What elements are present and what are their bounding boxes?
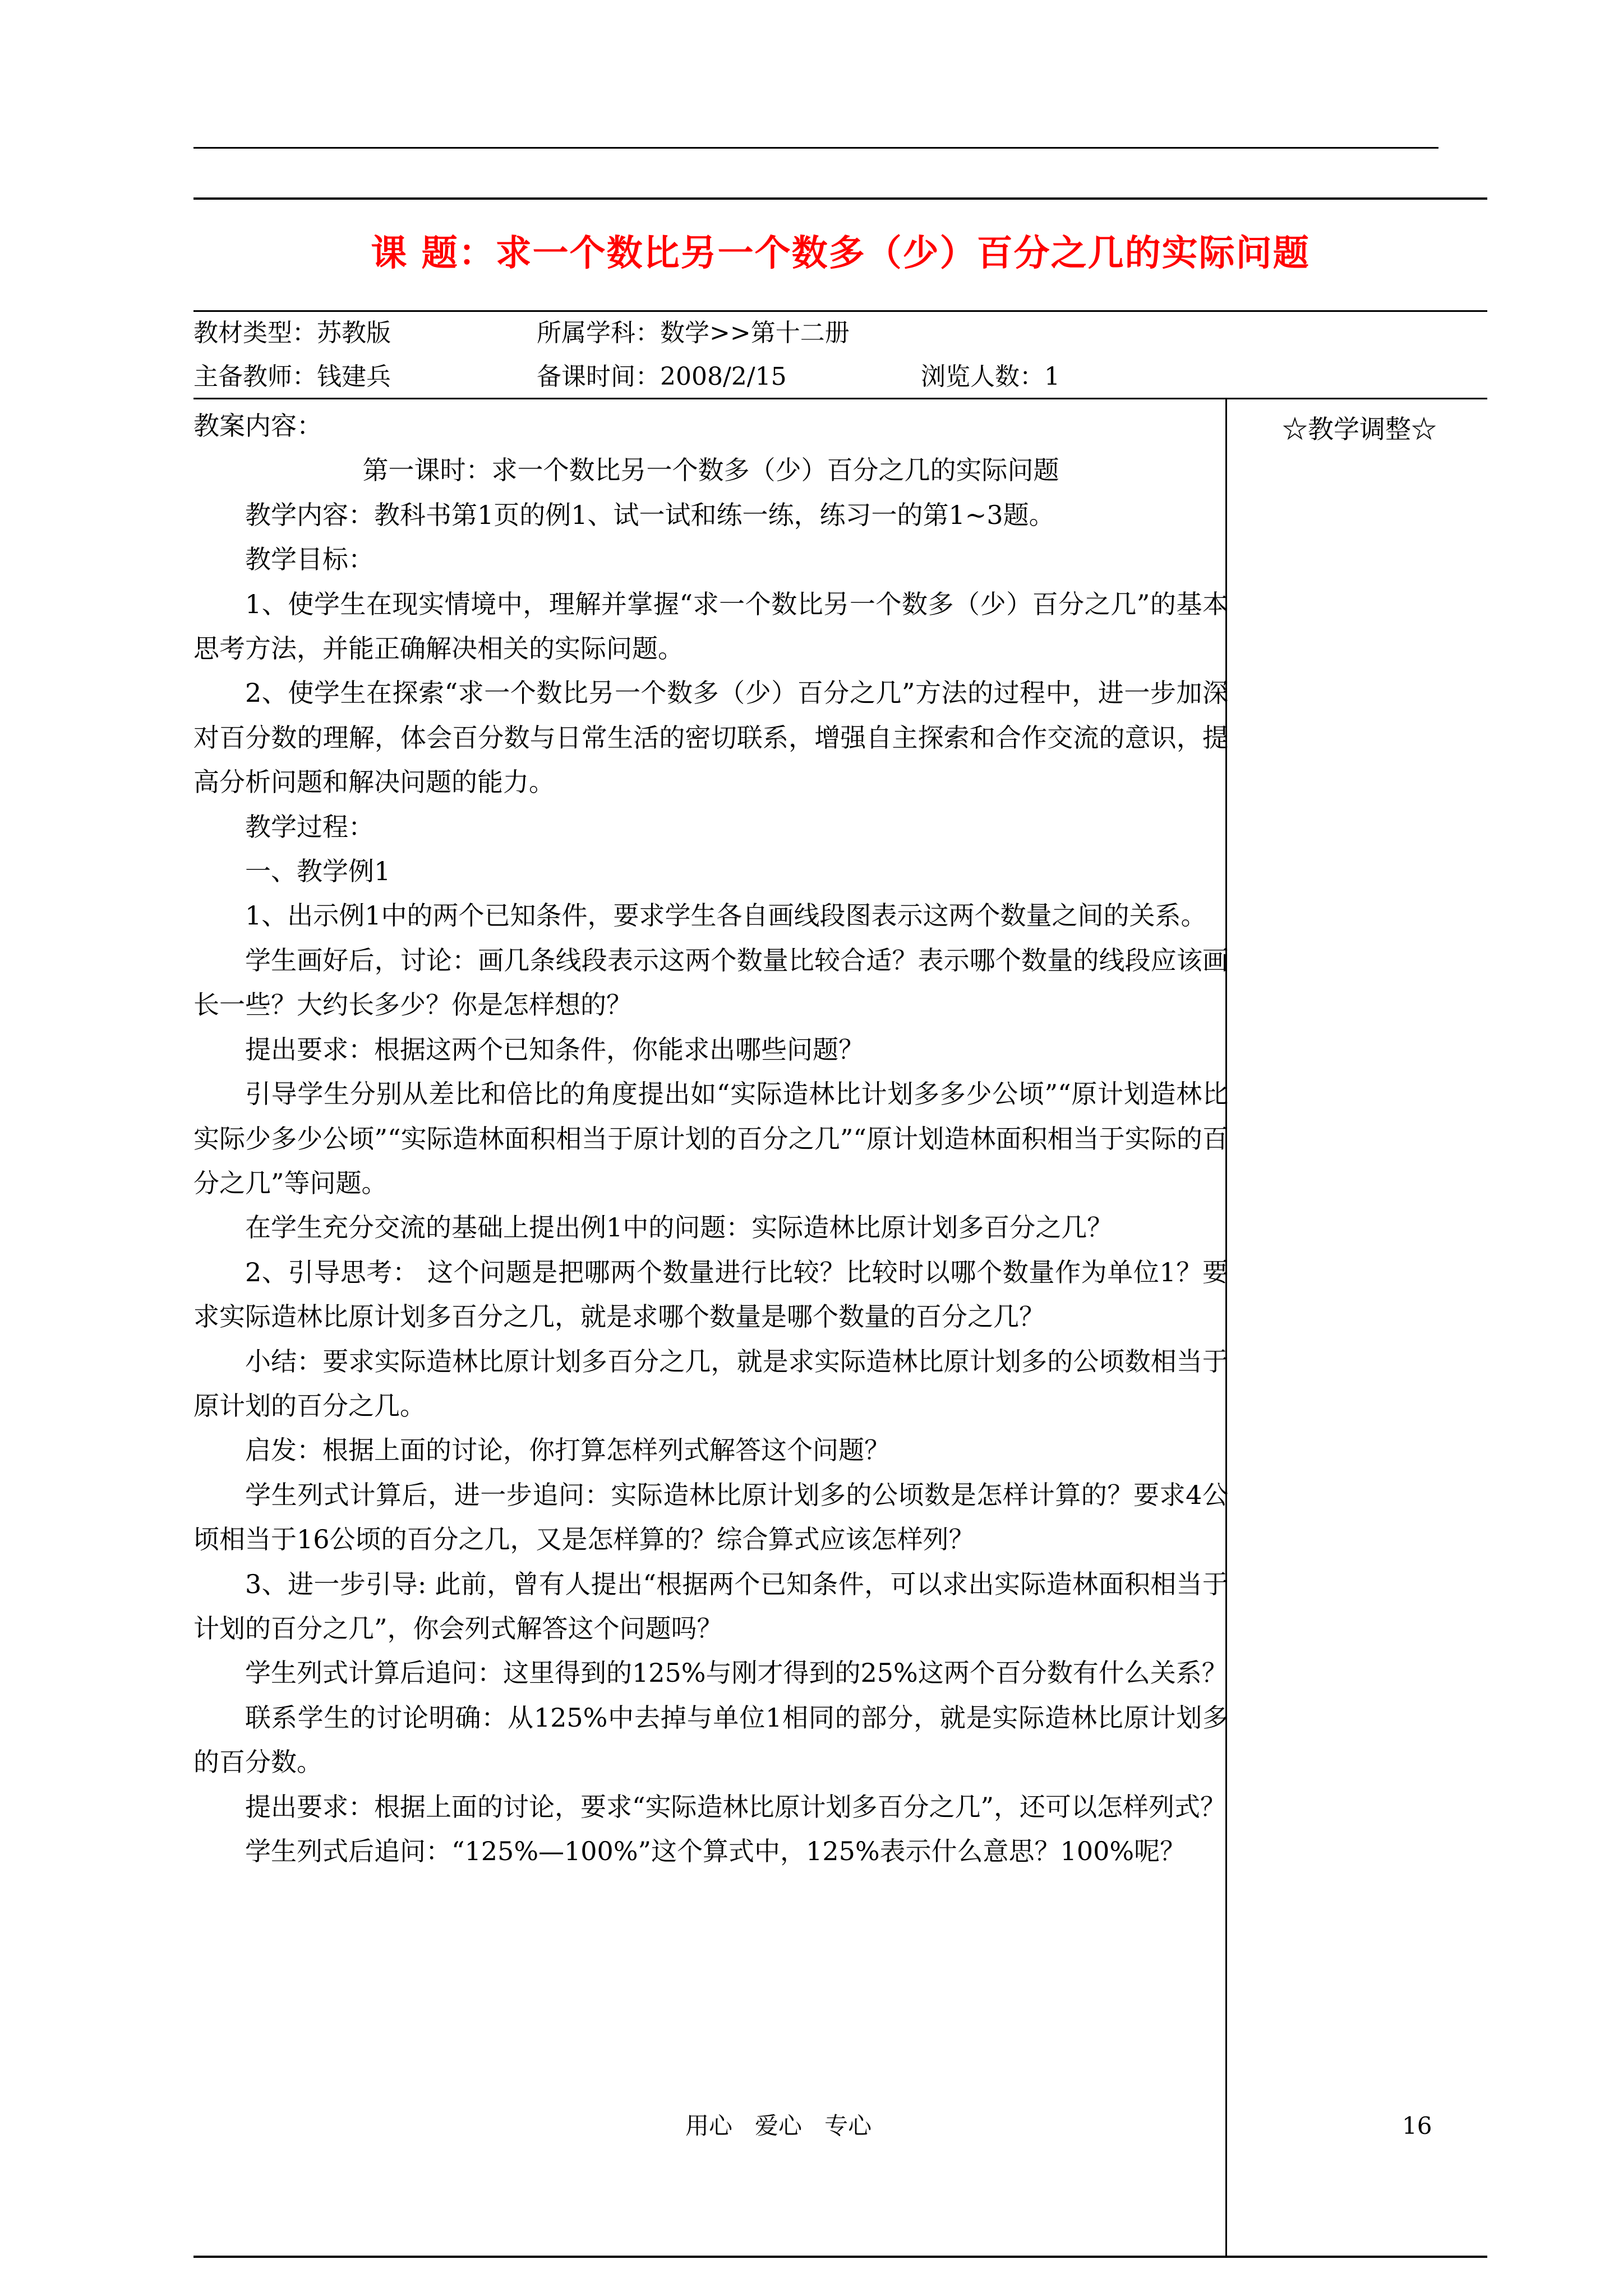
lesson-content <box>193 404 1228 1874</box>
subject: 所属学科：数学>>第十二册 <box>537 319 850 347</box>
paragraph: 提出要求：根据这两个已知条件，你能求出哪些问题？ <box>245 1034 864 1065</box>
info-top-rule <box>193 310 1487 312</box>
paragraph: 3、进一步引导: 此前，曾有人提出“根据两个已知条件，可以求出实际造林面积相当于计划的百分之几”，你会列式解答这个问题吗？ <box>193 1568 1228 1644</box>
paragraph: 1、出示例1中的两个已知条件，要求学生各自画线段图表示这两个数量之间的关系。 <box>245 900 1207 931</box>
page-title: 课 题：求一个数比另一个数多（少）百分之几的实际问题 <box>371 233 1310 274</box>
paragraph: 教学目标： <box>245 544 374 575</box>
paragraph: 提出要求：根据上面的讨论，要求“实际造林比原计划多百分之几”，还可以怎样列式？ <box>245 1791 1227 1822</box>
page-number: 16 <box>1402 2112 1432 2139</box>
paragraph: 学生画好后，讨论：画几条线段表示这两个数量比较合适？表示哪个数量的线段应该画长一些？大约长多少？你是怎样想的？ <box>193 945 1228 1020</box>
paragraph: 启发：根据上面的讨论，你打算怎样列式解答这个问题？ <box>245 1435 890 1466</box>
paragraph: 小结：要求实际造林比原计划多百分之几，就是求实际造林比原计划多的公顷数相当于原计划的百分之几。 <box>193 1346 1228 1421</box>
footer-motto: 用心 爱心 专心 <box>685 2112 872 2139</box>
paragraph: 联系学生的讨论明确：从125%中去掉与单位1相同的部分，就是实际造林比原计划多的百分数。 <box>193 1702 1228 1778</box>
top-rule-thin <box>193 147 1438 149</box>
info-bottom-rule <box>193 398 1487 399</box>
paragraph: 2、引导思考： 这个问题是把哪两个数量进行比较？比较时以哪个数量作为单位1？要求实际造林比原计划多百分之几，就是求哪个数量是哪个数量的百分之几？ <box>193 1257 1228 1332</box>
prep-time: 备课时间：2008/2/15 <box>537 362 787 391</box>
teacher: 主备教师：钱建兵 <box>193 362 391 391</box>
paragraph: 学生列式计算后，进一步追问：实际造林比原计划多的公顷数是怎样计算的？要求4公顷相当于16公顷的百分之几，又是怎样算的？综合算式应该怎样列？ <box>193 1479 1228 1555</box>
paragraph: 学生列式计算后追问：这里得到的125%与刚才得到的25%这两个百分数有什么关系？ <box>245 1658 1228 1688</box>
paragraph: 2、使学生在探索“求一个数比另一个数多（少）百分之几”方法的过程中，进一步加深对百分数的理解，体会百分数与日常生活的密切联系，增强自主探索和合作交流的意识，提高分析问题和解决问题的能力。 <box>193 678 1228 798</box>
top-rule-thick <box>193 197 1487 200</box>
paragraph: 学生列式后追问：“125%—100%”这个算式中，125%表示什么意思？100%呢？ <box>245 1836 1186 1866</box>
paragraph: 在学生充分交流的基础上提出例1中的问题：实际造林比原计划多百分之几？ <box>245 1212 1113 1243</box>
paragraph: 引导学生分别从差比和倍比的角度提出如“实际造林比计划多多少公顷”“原计划造林比实际少多少公顷”“实际造林面积相当于原计划的百分之几”“原计划造林面积相当于实际的百分之几”等问题。 <box>193 1079 1228 1198</box>
paragraph: 一、教学例1 <box>245 856 391 887</box>
views-count: 浏览人数：1 <box>921 362 1060 391</box>
content-heading: 教案内容： <box>193 411 322 441</box>
paragraph: 教学过程： <box>245 811 374 842</box>
teaching-adjustment-label: ☆教学调整☆ <box>1282 414 1437 444</box>
lesson-title: 第一课时：求一个数比另一个数多（少）百分之几的实际问题 <box>362 455 1059 486</box>
material-type: 教材类型：苏教版 <box>193 319 391 347</box>
paragraph: 1、使学生在现实情境中，理解并掌握“求一个数比另一个数多（少）百分之几”的基本思考方法，并能正确解决相关的实际问题。 <box>193 588 1228 664</box>
paragraph: 教学内容：教科书第1页的例1、试一试和练一练，练习一的第1~3题。 <box>245 499 1055 530</box>
content-bottom-rule <box>193 2256 1487 2258</box>
